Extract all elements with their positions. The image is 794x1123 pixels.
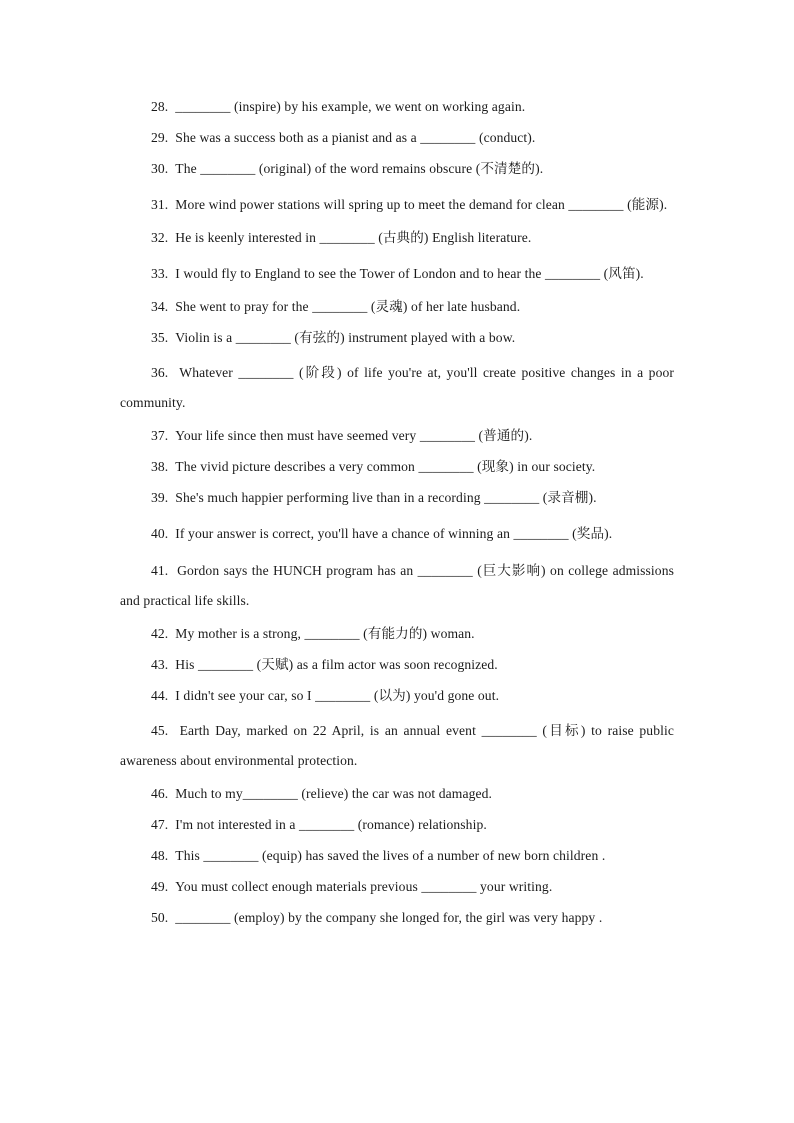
item-text: Your life since then must have seemed very ________ (普通的). [175, 428, 533, 443]
exercise-item-28 [120, 96, 674, 118]
exercise-list [120, 96, 674, 929]
item-text: I didn't see your car, so I ________ (以为) you'd gone out. [175, 688, 500, 703]
exercise-item-47 [120, 814, 674, 836]
item-text: He is keenly interested in ________ (古典的) English literature. [175, 230, 532, 245]
exercise-item-34 [120, 296, 674, 318]
item-text: ________ (employ) by the company she longed for, the girl was very happy . [175, 910, 603, 925]
exercise-item-42 [120, 623, 674, 645]
exercise-item-35 [120, 327, 674, 349]
exercise-item-36 [120, 358, 674, 418]
item-number: 42. [151, 626, 169, 641]
item-text: Gordon says the HUNCH program has an ________ (巨大影响) on college admissions and practical life skills. [120, 563, 674, 608]
item-number: 50. [151, 910, 169, 925]
exercise-item-30 [120, 158, 674, 180]
item-text: Whatever ________ (阶段) of life you're at, you'll create positive changes in a poor community. [120, 365, 674, 410]
exercise-item-46 [120, 783, 674, 805]
item-text: The vivid picture describes a very common ________ (现象) in our society. [175, 459, 596, 474]
item-text: This ________ (equip) has saved the lives of a number of new born children . [175, 848, 606, 863]
exercise-item-38 [120, 456, 674, 478]
item-number: 45. [151, 723, 169, 738]
exercise-item-41 [120, 556, 674, 616]
item-text: Much to my________ (relieve) the car was not damaged. [175, 786, 493, 801]
item-text: She was a success both as a pianist and as a ________ (conduct). [175, 130, 536, 145]
item-number: 48. [151, 848, 169, 863]
item-text: My mother is a strong, ________ (有能力的) woman. [175, 626, 475, 641]
exercise-item-33 [120, 258, 674, 289]
exercise-item-44 [120, 685, 674, 707]
item-text: Earth Day, marked on 22 April, is an annual event ________ (目标) to raise public awareness about environmental protection. [120, 723, 674, 768]
exercise-item-39 [120, 487, 674, 509]
item-text: More wind power stations will spring up to meet the demand for clean ________ (能源). [175, 197, 668, 212]
item-number: 33. [151, 266, 169, 281]
exercise-item-37 [120, 425, 674, 447]
exercise-item-43 [120, 654, 674, 676]
item-number: 38. [151, 459, 169, 474]
item-text: She's much happier performing live than in a recording ________ (录音棚). [175, 490, 597, 505]
item-text: His ________ (天赋) as a film actor was soon recognized. [175, 657, 498, 672]
item-text: Violin is a ________ (有弦的) instrument played with a bow. [175, 330, 516, 345]
item-number: 46. [151, 786, 169, 801]
item-text: I'm not interested in a ________ (romance) relationship. [175, 817, 487, 832]
item-text: If your answer is correct, you'll have a chance of winning an ________ (奖品). [175, 526, 613, 541]
exercise-item-50 [120, 907, 674, 929]
exercise-item-40 [120, 518, 674, 549]
exercise-item-32 [120, 227, 674, 249]
item-number: 43. [151, 657, 169, 672]
exercise-item-48 [120, 845, 674, 867]
exercise-item-29 [120, 127, 674, 149]
item-number: 49. [151, 879, 169, 894]
item-number: 39. [151, 490, 169, 505]
item-number: 36. [151, 365, 169, 380]
item-text: I would fly to England to see the Tower of London and to hear the ________ (风笛). [175, 266, 644, 281]
item-text: You must collect enough materials previous ________ your writing. [175, 879, 553, 894]
item-number: 44. [151, 688, 169, 703]
item-number: 37. [151, 428, 169, 443]
exercise-item-31 [120, 189, 674, 220]
item-number: 35. [151, 330, 169, 345]
item-text: She went to pray for the ________ (灵魂) of her late husband. [175, 299, 521, 314]
item-number: 30. [151, 161, 169, 176]
exercise-item-45 [120, 716, 674, 776]
exercise-item-49 [120, 876, 674, 898]
item-text: ________ (inspire) by his example, we went on working again. [175, 99, 526, 114]
item-number: 29. [151, 130, 169, 145]
item-number: 31. [151, 197, 169, 212]
item-text: The ________ (original) of the word remains obscure (不清楚的). [175, 161, 544, 176]
item-number: 41. [151, 563, 169, 578]
item-number: 34. [151, 299, 169, 314]
item-number: 32. [151, 230, 169, 245]
item-number: 40. [151, 526, 169, 541]
item-number: 28. [151, 99, 169, 114]
item-number: 47. [151, 817, 169, 832]
